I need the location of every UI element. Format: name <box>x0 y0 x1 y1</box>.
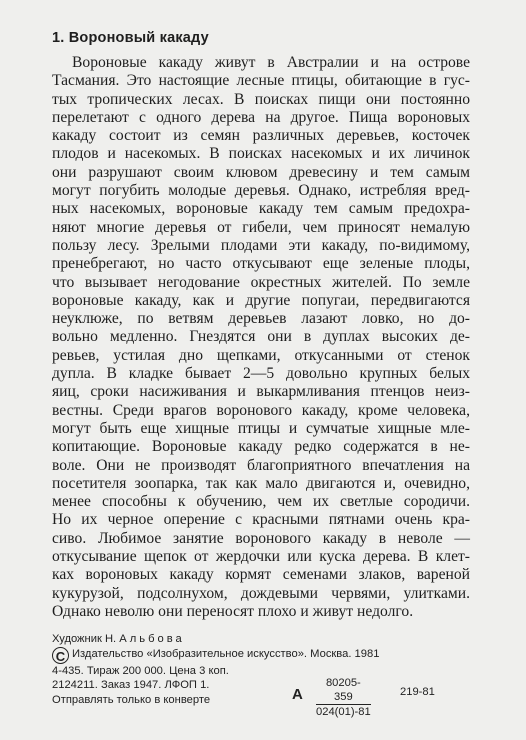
body-line: Вороновые какаду живут в Австралии и на острове <box>72 54 470 71</box>
artist-name: Альбова <box>119 633 185 645</box>
body-line: дупла. В кладке бывает 2—5 довольно крупных белых <box>52 365 470 383</box>
publisher-line <box>52 647 482 664</box>
body-line: что вызывает негодование окрестных жителей. По земле <box>52 273 470 291</box>
body-line: сиво. Любимое занятие воронового какаду в неволе — <box>52 529 470 547</box>
body-line: ках вороновых какаду кормят семенами злаков, вареной <box>52 566 470 584</box>
body-line: вольно медленно. Гнездятся они в дуплах высоких де- <box>52 328 470 346</box>
page-title: 1. Вороновый какаду <box>52 30 209 46</box>
mailing-note: Отправлять только в конверте <box>52 693 211 706</box>
body-line: они разрушают своим клювом древесину и тем самым <box>52 163 470 181</box>
body-line: вороновые какаду, как и другие попугаи, передвигаются <box>52 291 470 309</box>
artist-credit <box>52 632 482 647</box>
body-line: яиц, сроки насиживания и выкармливания птенцов неиз- <box>52 383 470 401</box>
artist-label: Художник Н. <box>52 633 117 645</box>
copyright-icon: C <box>52 647 69 664</box>
body-line: копитающие. Вороновые какаду редко содержатся в не- <box>52 438 470 456</box>
body-line: ных насекомых, вороновые какаду тем самым предохра- <box>52 200 470 218</box>
article-body <box>52 54 470 621</box>
body-line: воле. Они не производят благоприятного впечатления на <box>52 456 470 474</box>
index-denominator: 024(01)-81 <box>316 706 371 718</box>
body-line: кукурузой, подсолнухом, дождевыми червями, улитками. <box>52 584 470 602</box>
body-line: перелетают с одного дерева на другое. Пища вороновых <box>52 108 470 126</box>
index-tail: 219-81 <box>400 686 435 698</box>
publisher-text: Издательство «Изобразительное искусство». Москва. 1981 <box>72 647 380 660</box>
body-line: менее способны к обучению, чем их светлые сородичи. <box>52 493 470 511</box>
body-line: пренебрегают, но часто откусывают еще зеленые плоды, <box>52 255 470 273</box>
body-line: Тасмания. Это настоящие лесные птицы, обитающие в гус- <box>52 72 470 90</box>
body-line: откусывание щепок от жердочки или куска дерева. В клет- <box>52 548 470 566</box>
order-line: 2124211. Заказ 1947. ЛФОП 1. <box>52 679 210 692</box>
index-numerator: 80205-359 <box>316 676 371 705</box>
body-line: Однако неволю они переносят плохо и живут недолго. <box>52 602 414 620</box>
body-line: ревьев, устилая дно щепками, откусанными от стенок <box>52 346 470 364</box>
body-line: тых тропических лесах. В поисках пищи они постоянно <box>52 90 470 108</box>
body-line: могут погубить молодые деревья. Однако, истребляя вред- <box>52 182 470 200</box>
body-line: посетителя зоопарка, так как мало двигаются и, очевидно, <box>52 474 470 492</box>
body-line: Но их черное оперение с красными пятнами очень кра- <box>52 511 470 529</box>
body-line: неуклюже, по ветвям деревьев лазают ловко, но до- <box>52 310 470 328</box>
index-fraction <box>316 676 371 720</box>
body-line: какаду состоит из семян различных деревьев, косточек <box>52 127 470 145</box>
index-letter: А <box>292 686 303 703</box>
body-line: вестны. Среди врагов воронового какаду, кроме человека, <box>52 401 470 419</box>
body-line: могут быть еще хищные птицы и сумчатые хищные мле- <box>52 419 470 437</box>
body-line: пользу лесу. Зрелыми плодами эти какаду, по-видимому, <box>52 236 470 254</box>
body-line: плодов и насекомых. В поисках насекомых и их личинок <box>52 145 470 163</box>
print-run-line: 4-435. Тираж 200 000. Цена 3 коп. <box>52 664 229 677</box>
body-line: няют многие деревья от гибели, чем приносят немалую <box>52 218 470 236</box>
